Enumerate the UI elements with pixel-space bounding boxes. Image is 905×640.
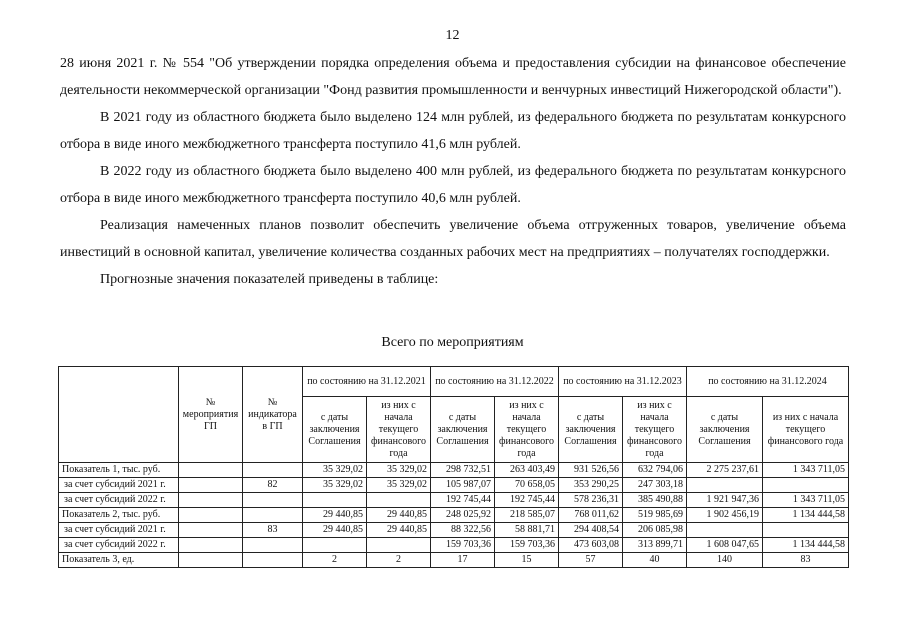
row-value-cell: 35 329,02	[303, 463, 367, 478]
row-value-cell: 1 343 711,05	[763, 493, 849, 508]
row-value-cell: 192 745,44	[495, 493, 559, 508]
row-value-cell: 105 987,07	[431, 478, 495, 493]
header-period-2021: по состоянию на 31.12.2021	[303, 367, 431, 397]
header-event-no: № мероприятия ГП	[179, 367, 243, 463]
row-value-cell	[303, 538, 367, 553]
row-value-cell	[303, 493, 367, 508]
row-value-cell: 17	[431, 553, 495, 568]
row-value-cell: 578 236,31	[559, 493, 623, 508]
row-indicator-no	[243, 463, 303, 478]
row-value-cell: 88 322,56	[431, 523, 495, 538]
row-value-cell: 206 085,98	[623, 523, 687, 538]
row-label: Показатель 3, ед.	[59, 553, 179, 568]
row-value-cell	[687, 523, 763, 538]
row-value-cell: 140	[687, 553, 763, 568]
row-value-cell: 40	[623, 553, 687, 568]
row-value-cell: 57	[559, 553, 623, 568]
table-row	[59, 523, 849, 538]
row-event-no	[179, 508, 243, 523]
row-value-cell: 1 902 456,19	[687, 508, 763, 523]
paragraph: В 2022 году из областного бюджета было выделено 400 млн рублей, из федерального бюджета по результатам конкурсного отбора в виде иного межбюджетного трансферта поступило 40,6 млн рублей.	[60, 164, 846, 206]
row-value-cell: 29 440,85	[303, 523, 367, 538]
row-value-cell: 385 490,88	[623, 493, 687, 508]
table-row	[59, 553, 849, 568]
header-period-2022: по состоянию на 31.12.2022	[431, 367, 559, 397]
row-event-no	[179, 478, 243, 493]
table-row	[59, 463, 849, 478]
row-indicator-no: 83	[243, 523, 303, 538]
row-value-cell: 473 603,08	[559, 538, 623, 553]
row-value-cell: 29 440,85	[367, 508, 431, 523]
row-value-cell	[687, 478, 763, 493]
row-value-cell	[367, 538, 431, 553]
row-event-no	[179, 463, 243, 478]
row-value-cell	[367, 493, 431, 508]
row-value-cell: 35 329,02	[367, 478, 431, 493]
table-row	[59, 508, 849, 523]
row-value-cell: 353 290,25	[559, 478, 623, 493]
row-value-cell: 35 329,02	[303, 478, 367, 493]
paragraph: В 2021 году из областного бюджета было выделено 124 млн рублей, из федерального бюджета по результатам конкурсного отбора в виде иного межбюджетного трансферта поступило 41,6 млн рублей.	[60, 110, 846, 152]
row-label: Показатель 2, тыс. руб.	[59, 508, 179, 523]
row-event-no	[179, 523, 243, 538]
row-value-cell: 159 703,36	[431, 538, 495, 553]
row-value-cell: 263 403,49	[495, 463, 559, 478]
row-value-cell: 632 794,06	[623, 463, 687, 478]
header-sub-since-year-start: из них с начала текущего финансового года	[495, 397, 559, 463]
header-sub-since-agreement: с даты заключения Соглашения	[431, 397, 495, 463]
row-value-cell: 768 011,62	[559, 508, 623, 523]
row-value-cell: 2 275 237,61	[687, 463, 763, 478]
row-value-cell: 931 526,56	[559, 463, 623, 478]
paragraph: Прогнозные значения показателей приведены в таблице:	[100, 272, 439, 287]
header-sub-since-year-start: из них с начала текущего финансового года	[623, 397, 687, 463]
row-value-cell: 1 608 047,65	[687, 538, 763, 553]
header-sub-since-year-start: из них с начала текущего финансового года	[367, 397, 431, 463]
row-value-cell	[763, 523, 849, 538]
row-indicator-no: 82	[243, 478, 303, 493]
row-value-cell: 83	[763, 553, 849, 568]
row-event-no	[179, 493, 243, 508]
row-indicator-no	[243, 538, 303, 553]
row-value-cell: 248 025,92	[431, 508, 495, 523]
row-value-cell: 519 985,69	[623, 508, 687, 523]
row-label: Показатель 1, тыс. руб.	[59, 463, 179, 478]
header-period-2023: по состоянию на 31.12.2023	[559, 367, 687, 397]
header-sub-since-year-start: из них с начала текущего финансового года	[763, 397, 849, 463]
row-value-cell: 29 440,85	[303, 508, 367, 523]
header-indicator-no: № индикатора в ГП	[243, 367, 303, 463]
row-value-cell: 1 921 947,36	[687, 493, 763, 508]
body-text	[60, 50, 846, 293]
row-value-cell: 2	[303, 553, 367, 568]
table-row	[59, 478, 849, 493]
paragraph: 28 июня 2021 г. № 554 "Об утверждении порядка определения объема и предоставления субсидии на финансовое обеспечение деятельности некоммерческой организации "Фонд развития промышленности и венчурных инвестиций Нижегородской области").	[60, 56, 846, 98]
row-value-cell: 298 732,51	[431, 463, 495, 478]
forecast-table	[58, 366, 849, 568]
table-row	[59, 493, 849, 508]
row-indicator-no	[243, 553, 303, 568]
row-value-cell: 294 408,54	[559, 523, 623, 538]
row-value-cell: 1 343 711,05	[763, 463, 849, 478]
header-sub-since-agreement: с даты заключения Соглашения	[303, 397, 367, 463]
row-value-cell: 218 585,07	[495, 508, 559, 523]
row-label: за счет субсидий 2021 г.	[59, 523, 179, 538]
header-blank	[59, 367, 179, 463]
row-indicator-no	[243, 493, 303, 508]
row-value-cell: 159 703,36	[495, 538, 559, 553]
row-label: за счет субсидий 2022 г.	[59, 493, 179, 508]
header-sub-since-agreement: с даты заключения Соглашения	[559, 397, 623, 463]
row-value-cell: 192 745,44	[431, 493, 495, 508]
table-body	[59, 463, 849, 568]
paragraph: Реализация намеченных планов позволит обеспечить увеличение объема отгруженных товаров, увеличение объема инвестиций в основной капитал, увеличение количества созданных рабочих мест на предприятиях – получателях господдержки.	[60, 218, 846, 260]
row-value-cell: 1 134 444,58	[763, 508, 849, 523]
row-event-no	[179, 538, 243, 553]
table-row	[59, 538, 849, 553]
table-title: Всего по мероприятиям	[381, 335, 524, 350]
header-period-2024: по состоянию на 31.12.2024	[687, 367, 849, 397]
row-event-no	[179, 553, 243, 568]
page-number: 12	[445, 28, 460, 43]
row-label: за счет субсидий 2021 г.	[59, 478, 179, 493]
row-value-cell: 35 329,02	[367, 463, 431, 478]
row-value-cell	[763, 478, 849, 493]
row-value-cell: 1 134 444,58	[763, 538, 849, 553]
row-label: за счет субсидий 2022 г.	[59, 538, 179, 553]
header-sub-since-agreement: с даты заключения Соглашения	[687, 397, 763, 463]
row-value-cell: 313 899,71	[623, 538, 687, 553]
row-value-cell: 247 303,18	[623, 478, 687, 493]
row-value-cell: 58 881,71	[495, 523, 559, 538]
row-value-cell: 70 658,05	[495, 478, 559, 493]
row-indicator-no	[243, 508, 303, 523]
row-value-cell: 29 440,85	[367, 523, 431, 538]
row-value-cell: 2	[367, 553, 431, 568]
row-value-cell: 15	[495, 553, 559, 568]
